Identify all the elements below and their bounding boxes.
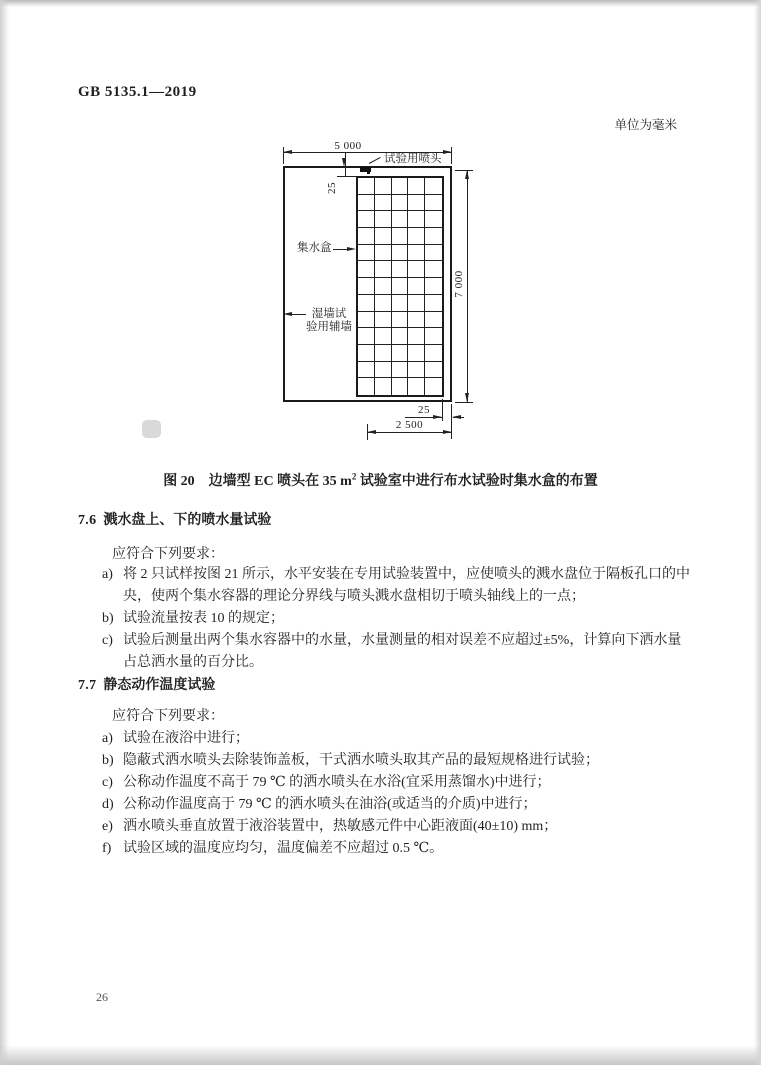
collector-cell [375, 362, 392, 379]
dim-ext-line [455, 402, 473, 403]
collector-cell [375, 211, 392, 228]
list-item-text: 试验区域的温度应均匀，温度偏差不应超过 0.5 ℃。 [123, 841, 444, 856]
collector-cell [375, 312, 392, 329]
list-item-text: 洒水喷头垂直放置于液浴装置中，热敏感元件中心距液面(40±10) mm； [123, 819, 558, 834]
collector-cell [425, 245, 442, 262]
collector-cell [392, 245, 409, 262]
collector-cell [375, 345, 392, 362]
list-item-label: c) [102, 633, 113, 648]
collector-cell [408, 261, 425, 278]
list-item [102, 750, 695, 772]
collector-box-label: 集水盒 [297, 242, 332, 254]
list-item [102, 816, 695, 838]
collector-cell [425, 195, 442, 212]
list-item [102, 728, 695, 750]
collector-cell [375, 328, 392, 345]
collector-cell [408, 295, 425, 312]
collector-cell [408, 345, 425, 362]
collector-cell [408, 195, 425, 212]
collector-cell [408, 378, 425, 395]
section-7-6-heading [78, 511, 271, 531]
collector-cell [358, 228, 375, 245]
collector-cell [358, 328, 375, 345]
list-item-label: b) [102, 611, 114, 626]
collector-cell [425, 312, 442, 329]
collector-cell [392, 195, 409, 212]
sprinkler-symbol-notch [367, 172, 370, 174]
collector-cell [425, 378, 442, 395]
collector-cell [358, 211, 375, 228]
dim-room-height: 7 000 [453, 270, 465, 298]
sprinkler-label: 试验用喷头 [384, 153, 442, 165]
collector-cell [425, 261, 442, 278]
collector-cell [392, 261, 409, 278]
collector-cell [375, 195, 392, 212]
section-7-7-title: 静态动作温度试验 [103, 678, 216, 693]
dim-ext-line [337, 176, 356, 177]
collector-cell [358, 378, 375, 395]
scan-edge-right [754, 0, 761, 1065]
collector-cell [375, 261, 392, 278]
collector-cell [408, 211, 425, 228]
collector-cell [392, 278, 409, 295]
scan-edge-left [0, 0, 9, 1065]
dim-top-gap: 25 [326, 182, 338, 194]
list-item [102, 794, 695, 816]
collector-cell [358, 178, 375, 195]
wet-wall-label-line2: 验用辅墙 [306, 321, 352, 333]
collector-cell [425, 345, 442, 362]
collector-cell [425, 211, 442, 228]
collector-cell [408, 228, 425, 245]
dim-array-width: 2 500 [395, 419, 424, 431]
list-item-text: 试验后测量出两个集水容器中的水量，水量测量的相对误差不应超过±5%，计算向下洒水量占总洒水量的百分比。 [123, 633, 682, 670]
figure-caption-pre: 图 20 边墙型 EC 喷头在 35 m [163, 474, 352, 489]
collector-cell [358, 245, 375, 262]
list-item-text: 试验在液浴中进行； [123, 731, 249, 746]
list-item-text: 公称动作温度不高于 79 ℃ 的洒水喷头在水浴(宜采用蒸馏水)中进行； [123, 775, 551, 790]
collector-cell [425, 362, 442, 379]
collector-cell [408, 362, 425, 379]
figure-caption [0, 470, 761, 490]
section-7-6-intro: 应符合下列要求： [112, 547, 224, 562]
collector-cell [375, 378, 392, 395]
list-item [102, 772, 695, 794]
collector-cell [392, 295, 409, 312]
collector-grid [356, 176, 444, 397]
list-item [102, 838, 695, 860]
dim-ext-line [442, 399, 443, 421]
collector-cell [358, 312, 375, 329]
list-item-text: 隐蔽式洒水喷头去除装饰盖板，干式洒水喷头取其产品的最短规格进行试验； [123, 753, 599, 768]
unit-note: 单位为毫米 [614, 118, 677, 132]
list-item-label: a) [102, 567, 113, 582]
collector-cell [392, 345, 409, 362]
collector-cell [392, 312, 409, 329]
dim-line-room-height [467, 170, 468, 402]
list-item-text: 公称动作温度高于 79 ℃ 的洒水喷头在油浴(或适当的介质)中进行； [123, 797, 537, 812]
section-7-6-number: 7.6 [78, 513, 97, 528]
collector-cell [425, 295, 442, 312]
collector-cell [408, 178, 425, 195]
dim-arrow-left [452, 415, 461, 419]
list-item-text: 将 2 只试样按图 21 所示，水平安装在专用试验装置中，应使喷头的溅水盘位于隔板孔口的中央，使两个集水容器的理论分界线与喷头溅水盘相切于喷头轴线上的一点； [123, 567, 690, 604]
dim-arrow-up [465, 170, 469, 179]
list-item [102, 630, 695, 674]
scan-edge-bottom [0, 1045, 761, 1065]
dim-room-width: 5 000 [334, 140, 362, 152]
collector-cell [392, 211, 409, 228]
list-item-label: c) [102, 775, 113, 790]
figure-caption-post: 试验室中进行布水试验时集水盒的布置 [356, 474, 598, 489]
list-item-label: f) [102, 841, 112, 856]
collector-cell [358, 345, 375, 362]
collector-cell [392, 328, 409, 345]
collector-cell [358, 278, 375, 295]
collector-cell [358, 362, 375, 379]
section-7-7-number: 7.7 [78, 678, 97, 693]
doc-number: GB 5135.1—2019 [78, 84, 197, 100]
dim-arrow-right [443, 150, 452, 154]
wet-wall-leader-line [290, 314, 306, 315]
collector-cell [408, 312, 425, 329]
list-item-label: a) [102, 731, 113, 746]
collector-cell [392, 378, 409, 395]
collector-cell [425, 278, 442, 295]
figure-caption-sup: 2 [351, 471, 357, 482]
collector-cell [358, 295, 375, 312]
collector-cell [375, 278, 392, 295]
section-7-7-heading [78, 676, 215, 696]
collector-cell [392, 362, 409, 379]
scan-edge-top [0, 0, 761, 7]
collector-cell [358, 261, 375, 278]
sprinkler-leader-line [369, 157, 381, 164]
wet-wall-label [305, 308, 353, 334]
collector-cell [375, 228, 392, 245]
list-item [102, 608, 695, 630]
list-item [102, 564, 695, 608]
dim-side-gap: 25 [418, 404, 430, 416]
list-item-text: 试验流量按表 10 的规定； [123, 611, 284, 626]
collector-cell [375, 295, 392, 312]
list-item-label: e) [102, 819, 113, 834]
collector-cell [392, 228, 409, 245]
collector-cell [408, 245, 425, 262]
dim-arrow-down [342, 158, 346, 167]
collector-cell [375, 178, 392, 195]
page-number: 26 [96, 990, 108, 1004]
collector-cell [408, 328, 425, 345]
section-7-6-title: 溅水盘上、下的喷水量试验 [103, 513, 272, 528]
collector-cell [358, 195, 375, 212]
collector-leader-arrow [347, 247, 356, 251]
collector-cell [392, 178, 409, 195]
list-item-label: b) [102, 753, 114, 768]
collector-cell [425, 228, 442, 245]
scan-artifact [142, 420, 161, 438]
list-item-label: d) [102, 797, 114, 812]
collector-cell [375, 245, 392, 262]
dim-line-array-width [367, 432, 452, 433]
dim-ext-line [455, 170, 473, 171]
collector-leader-line [333, 249, 348, 250]
collector-cell [408, 278, 425, 295]
section-7-7-intro: 应符合下列要求： [112, 709, 224, 724]
collector-cell [425, 328, 442, 345]
collector-cell [425, 178, 442, 195]
wet-wall-label-line1: 湿墙试 [311, 308, 347, 320]
dim-line-room-width [283, 152, 452, 153]
dim-arrow-down [465, 393, 469, 402]
